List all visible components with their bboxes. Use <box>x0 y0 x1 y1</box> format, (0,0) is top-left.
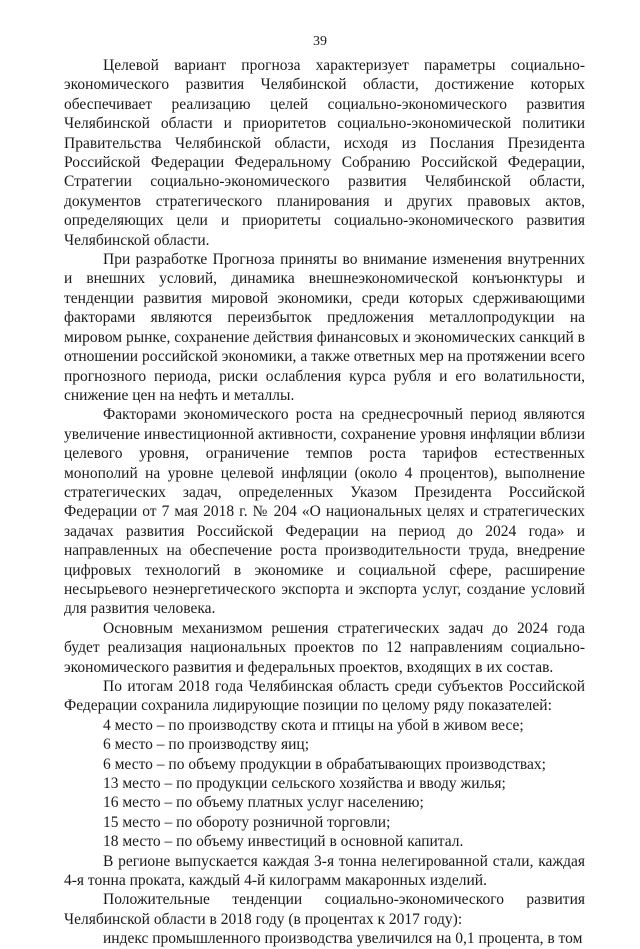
list-item: 6 место – по производству яиц; <box>103 736 310 754</box>
paragraph-industrial-index: индекс промышленного производства увеличился на 0,1 процента, в том <box>103 930 583 948</box>
paragraph-2018-results: По итогам 2018 года Челябинская область среди субъектов Российской Федерации сохранила лидирующие позиции по целому ряду показателей: <box>64 678 585 715</box>
list-item: 16 место – по объему платных услуг населению; <box>103 794 424 812</box>
paragraph-growth-factors: Факторами экономического роста на среднесрочный период являются увеличение инвестиционной активности, сохранение уровня инфляции вблизи целевого уровня, ограничение темпов роста тарифов естественных монополий на уровне целевой инфляции (около 4 процентов), выполнение стратегических задач, определенных Указом Президента Российской Федерации от 7 мая 2018 г. № 204 «О национальных целях и стратегических задачах развития Российской Федерации на период до 2024 года» и направленных на обеспечение роста производительности труда, внедрение цифровых технологий в экономике и социальной сфере, расширение несырьевого неэнергетического экспорта и экспорта услуг, создание условий для развития человека. <box>64 406 585 618</box>
page-number: 39 <box>313 34 327 49</box>
page-body <box>64 56 585 949</box>
list-item: 18 место – по объему инвестиций в основной капитал. <box>103 833 464 851</box>
paragraph-regional-output: В регионе выпускается каждая 3-я тонна нелегированной стали, каждая 4-я тонна проката, каждый 4-й килограмм макаронных изделий. <box>64 852 585 890</box>
list-item: 15 место – по обороту розничной торговли; <box>103 813 391 831</box>
ranking-list <box>64 716 585 852</box>
paragraph-positive-trends: Положительные тенденции социально-экономического развития Челябинской области в 2018 году (в процентах к 2017 году): <box>64 891 585 928</box>
paragraph-national-projects: Основным механизмом решения стратегических задач до 2024 года будет реализация национальных проектов по 12 направлениям социально-экономического развития и федеральных проектов, входящих в их состав. <box>64 619 585 676</box>
paragraph-external-conditions: При разработке Прогноза приняты во внимание изменения внутренних и внешних условий, динамика внешнеэкономической конъюнктуры и тенденции развития мировой экономики, среди которых сдерживающими факторами являются переизбыток предложения металлопродукции на мировом рынке, сохранение действия финансовых и экономических санкций в отношении российской экономики, а также ответных мер на протяжении всего прогнозного периода, риски ослабления курса рубля и его волатильности, снижение цен на нефть и металлы. <box>64 251 585 404</box>
list-item: 6 место – по объему продукции в обрабатывающих производствах; <box>103 755 546 773</box>
paragraph-target-scenario: Целевой вариант прогноза характеризует параметры социально-экономического развития Челябинской области, достижение которых обеспечивает реализацию целей социально-экономического развития Челябинской области и приоритетов социально-экономической политики Правительства Челябинской области, исходя из Послания Президента Российской Федерации Федеральному Собранию Российской Федерации, Стратегии социально-экономического развития Челябинской области, документов стратегического планирования и других правовых актов, определяющих цели и приоритеты социально-экономического развития Челябинской области. <box>64 57 585 249</box>
list-item: 13 место – по продукции сельского хозяйства и вводу жилья; <box>103 775 506 793</box>
list-item: 4 место – по производству скота и птицы на убой в живом весе; <box>103 716 524 734</box>
